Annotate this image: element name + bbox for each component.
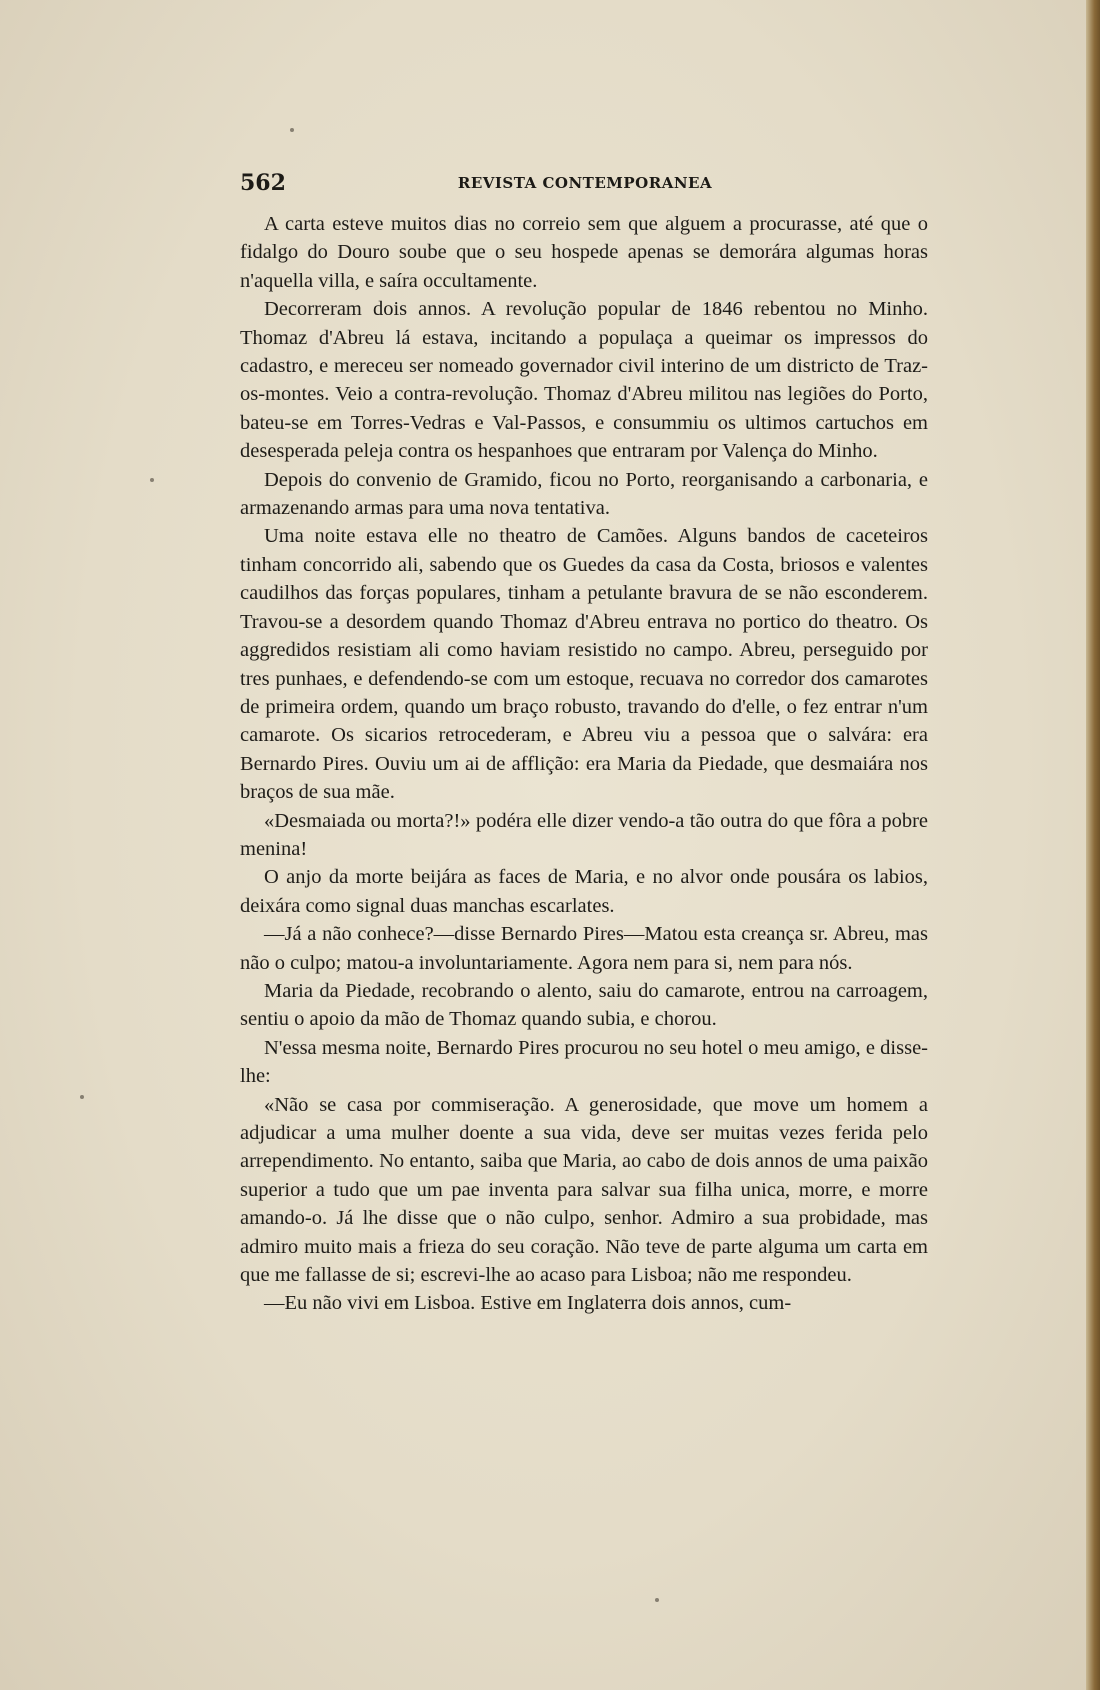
page-number: 562 [240, 170, 286, 196]
paper-speck [150, 478, 154, 482]
paragraph: Decorreram dois annos. A revolução popular de 1846 rebentou no Minho. Thomaz d'Abreu lá estava, incitando a populaça a queimar os impressos do cadastro, e mereceu ser nomeado governador civil interino de um districto de Traz-os-montes. Veio a contra-revolução. Thomaz d'Abreu militou nas legiões do Porto, bateu-se em Torres-Vedras e Val-Passos, e consummiu os ultimos cartuchos em desesperada peleja contra os hespanhoes que entraram por Valença do Minho. [240, 298, 928, 463]
paragraph: «Não se casa por commiseração. A generosidade, que move um homem a adjudicar a uma mulher doente a sua vida, deve ser muitas vezes ferida pelo arrependimento. No entanto, saiba que Maria, ao cabo de dois annos de uma paixão superior a tudo que um pae inventa para salvar sua filha unica, morre, e morre amando-o. Já lhe disse que o não culpo, senhor. Admiro a sua probidade, mas admiro muito mais a frieza do seu coração. Não teve de parte alguma um carta em que me fallasse de si; escrevi-lhe ao acaso para Lisboa; não me respondeu. [240, 1093, 928, 1287]
paragraph: «Desmaiada ou morta?!» podéra elle dizer vendo-a tão outra do que fôra a pobre menina! [240, 809, 928, 860]
paragraph: N'essa mesma noite, Bernardo Pires procurou no seu hotel o meu amigo, e disse-lhe: [240, 1036, 928, 1088]
paragraph: Depois do convenio de Gramido, ficou no Porto, reorganisando a carbonaria, e armazenando armas para uma nova tentativa. [240, 468, 928, 520]
paragraph: O anjo da morte beijára as faces de Maria, e no alvor onde pousára os labios, deixára como signal duas manchas escarlates. [240, 866, 928, 917]
paragraph: —Eu não vivi em Lisboa. Estive em Inglaterra dois annos, cum- [264, 1292, 792, 1315]
body-text [240, 210, 928, 1318]
paragraph: Uma noite estava elle no theatro de Camões. Alguns bandos de caceteiros tinham concorrido ali, sabendo que os Guedes da casa da Costa, briosos e valentes caudilhos das forças populares, tinham a petulante bravura de se não esconderem. Travou-se a desordem quando Thomaz d'Abreu entrava no portico do theatro. Os aggredidos resistiam ali como haviam resistido no campo. Abreu, perseguido por tres punhaes, e defendendo-se com um estoque, recuava no corredor dos camarotes de primeira ordem, quando um braço robusto, travando do d'elle, o fez entrar n'um camarote. Os sicarios retrocederam, e Abreu viu a pessoa que o salvára: era Bernardo Pires. Ouviu um ai de afflição: era Maria da Piedade, que desmaiára nos braços de sua mãe. [240, 525, 928, 804]
paper-speck [655, 1598, 659, 1602]
page-header [240, 168, 930, 200]
page-edge [1086, 0, 1100, 1690]
paragraph: —Já a não conhece?—disse Bernardo Pires—Matou esta creança sr. Abreu, mas não o culpo; matou-a involuntariamente. Agora nem para si, nem para nós. [240, 923, 928, 974]
paper-speck [290, 128, 294, 132]
paper-speck [80, 1095, 84, 1099]
paragraph: A carta esteve muitos dias no correio sem que alguem a procurasse, até que o fidalgo do Douro soube que o seu hospede apenas se demorára algumas horas n'aquella villa, e saíra occultamente. [240, 213, 928, 292]
paragraph: Maria da Piedade, recobrando o alento, saiu do camarote, entrou na carroagem, sentiu o apoio da mão de Thomaz quando subia, e chorou. [240, 979, 928, 1031]
running-head: REVISTA CONTEMPORANEA [457, 174, 713, 192]
